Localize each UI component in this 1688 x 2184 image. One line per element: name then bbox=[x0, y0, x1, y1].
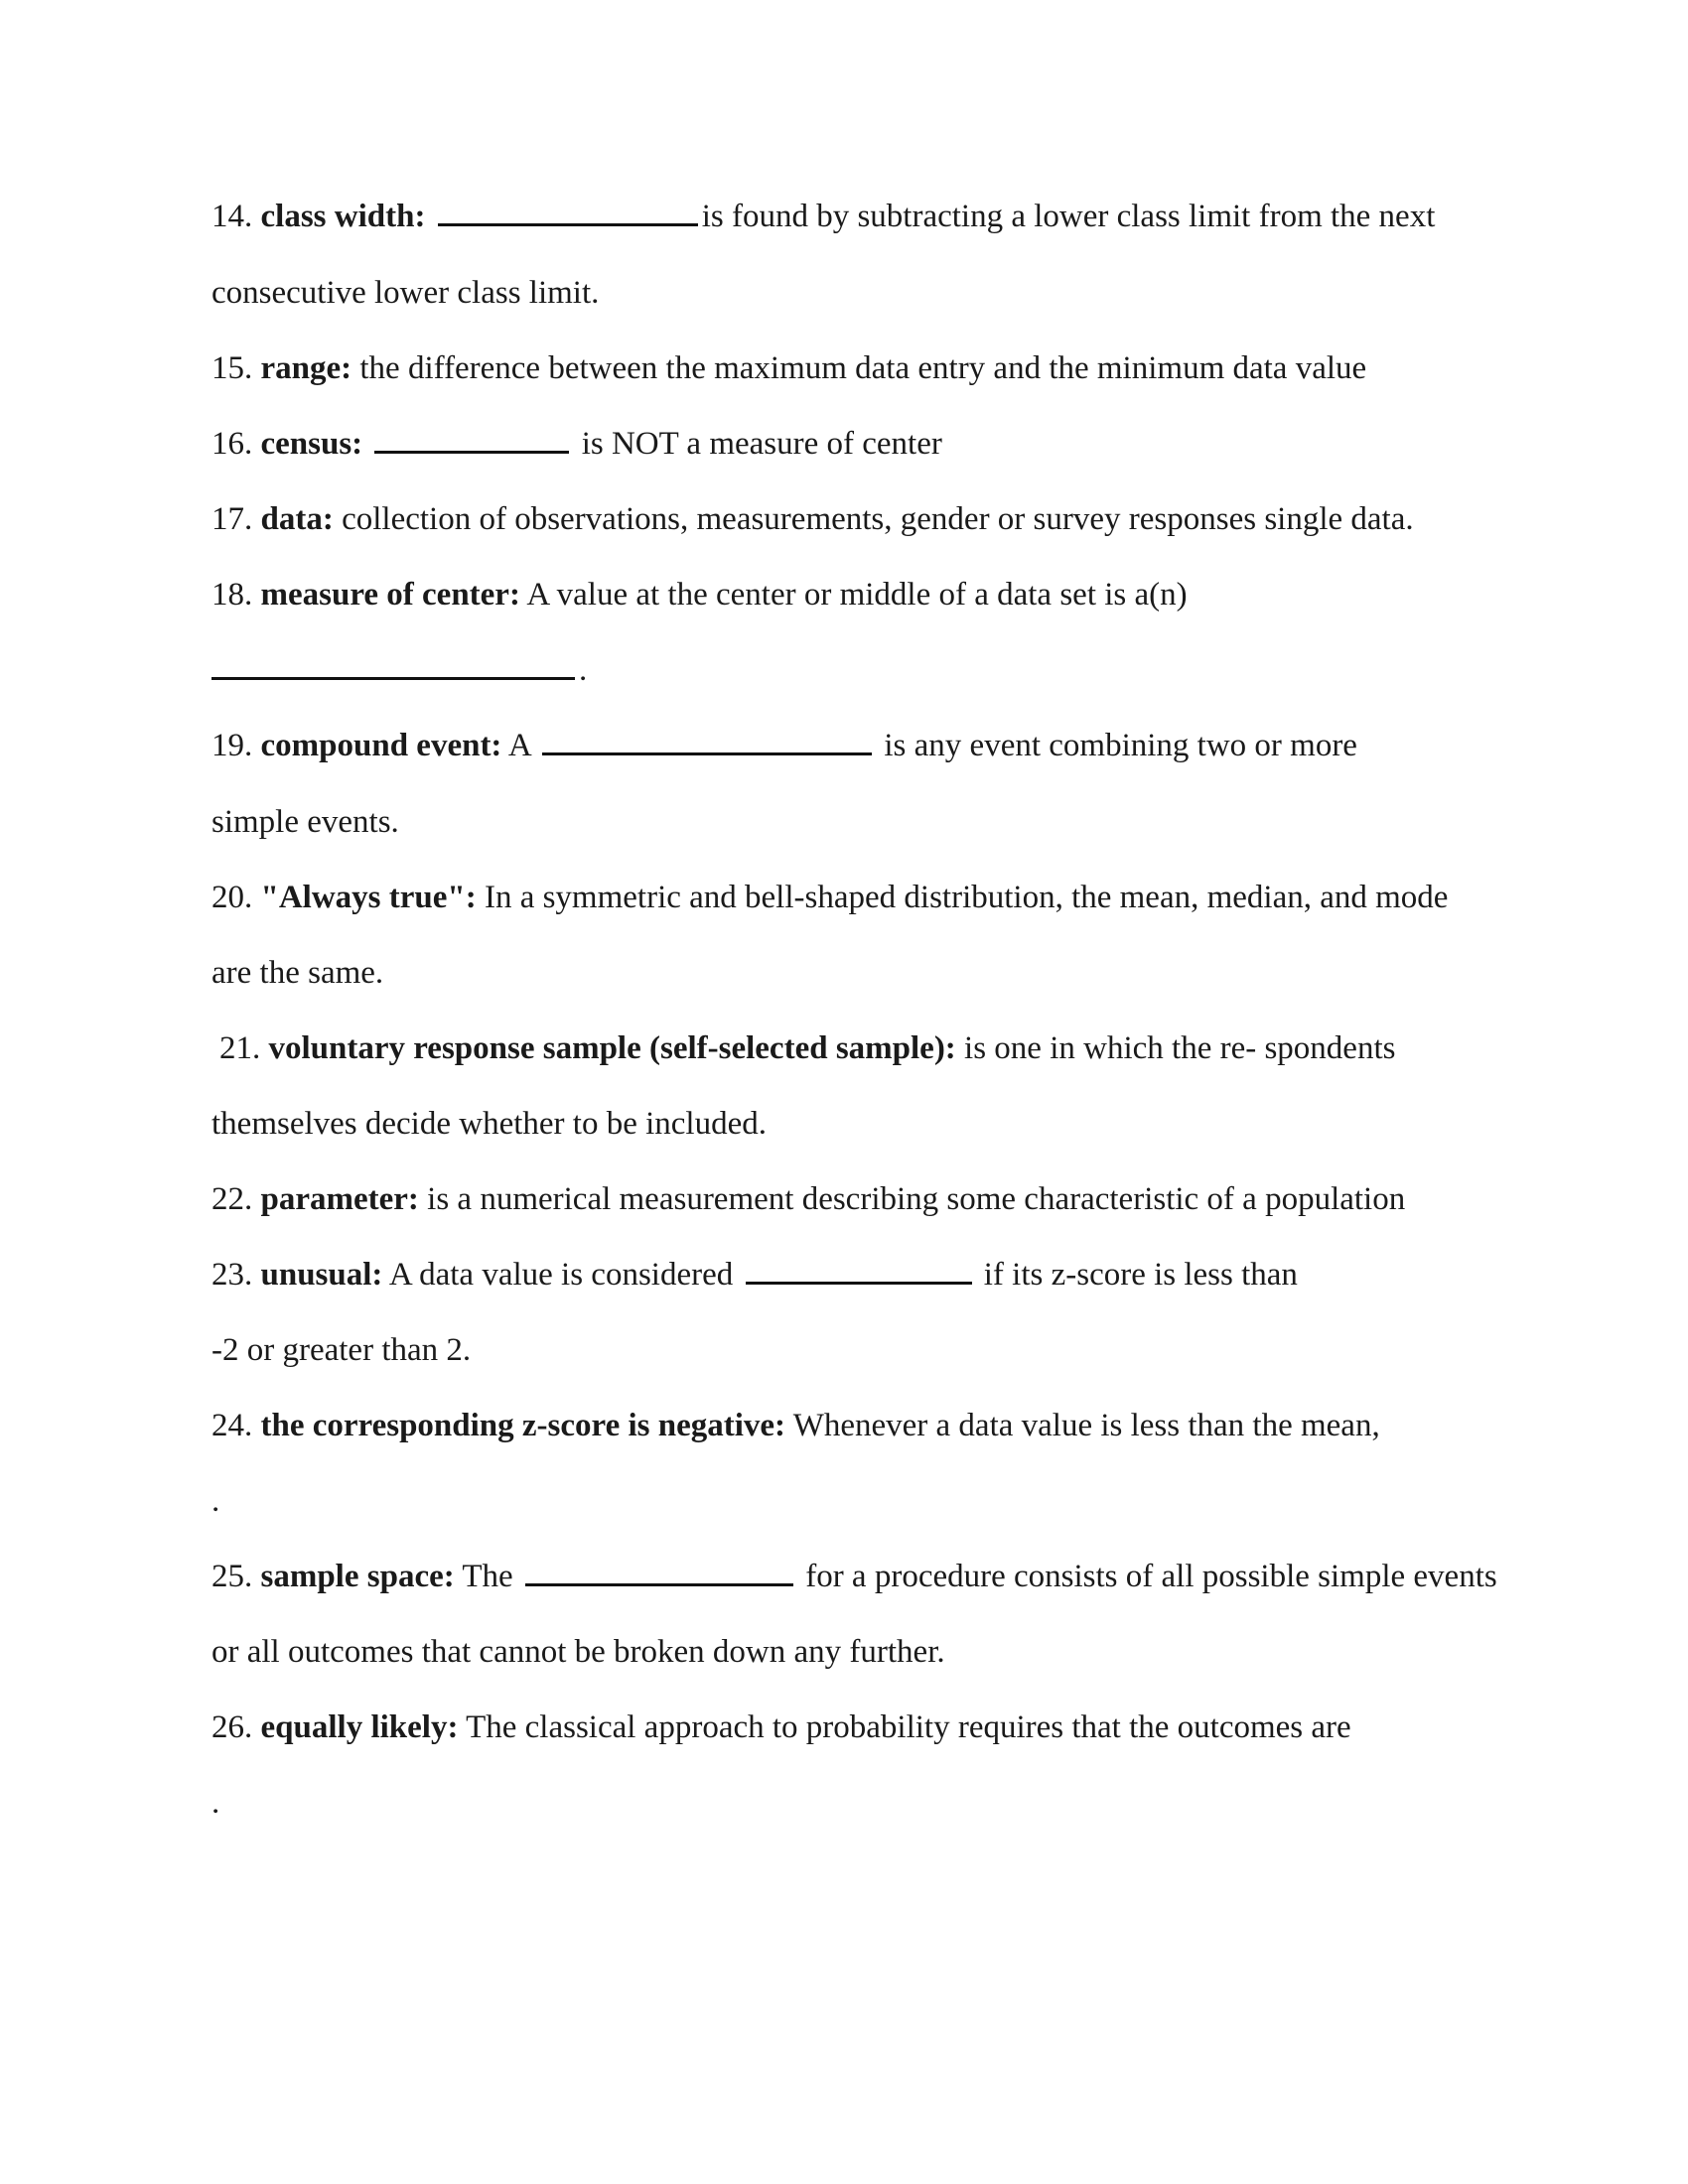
item-14 bbox=[211, 197, 1435, 236]
item-26 bbox=[211, 1707, 1351, 1747]
item-24 bbox=[211, 1406, 1380, 1445]
item-21-continuation bbox=[211, 1104, 767, 1144]
item-text: A bbox=[507, 728, 530, 763]
item-20 bbox=[211, 878, 1448, 917]
item-number: 16. bbox=[211, 426, 253, 462]
item-text: themselves decide whether to be included. bbox=[211, 1106, 767, 1142]
item-text: is NOT a measure of center bbox=[581, 426, 942, 462]
item-26-continuation bbox=[211, 1783, 219, 1823]
item-term: sample space: bbox=[260, 1559, 455, 1594]
item-term: the corresponding z-score is negative: bbox=[260, 1408, 786, 1443]
item-number: 25. bbox=[211, 1559, 253, 1594]
item-text: collection of observations, measurements, gender or survey responses single data. bbox=[342, 501, 1414, 537]
item-number: 17. bbox=[211, 501, 253, 537]
item-term: voluntary response sample (self-selected sample): bbox=[268, 1030, 956, 1066]
item-text: A value at the center or middle of a data set is a(n) bbox=[526, 577, 1188, 613]
item-17 bbox=[211, 499, 1414, 539]
item-text: is any event combining two or more bbox=[884, 728, 1357, 763]
item-text: are the same. bbox=[211, 955, 384, 991]
item-term: class width: bbox=[260, 199, 426, 234]
item-term: parameter: bbox=[260, 1181, 419, 1217]
item-number: 22. bbox=[211, 1181, 253, 1217]
item-text: Whenever a data value is less than the mean, bbox=[792, 1408, 1380, 1443]
item-19-continuation bbox=[211, 802, 399, 842]
item-term: equally likely: bbox=[260, 1709, 459, 1745]
item-text: The classical approach to probability requires that the outcomes are bbox=[466, 1709, 1351, 1745]
item-term: measure of center: bbox=[260, 577, 520, 613]
item-number: 26. bbox=[211, 1709, 253, 1745]
item-number: 18. bbox=[211, 577, 253, 613]
item-term: data: bbox=[260, 501, 334, 537]
item-term: compound event: bbox=[260, 728, 502, 763]
item-text: or all outcomes that cannot be broken down any further. bbox=[211, 1634, 945, 1670]
item-text: the difference between the maximum data entry and the minimum data value bbox=[359, 350, 1367, 386]
item-text: for a procedure consists of all possible simple events bbox=[805, 1559, 1497, 1594]
item-16 bbox=[211, 424, 942, 464]
item-24-continuation bbox=[211, 1481, 219, 1521]
item-23 bbox=[211, 1255, 1298, 1295]
item-number: 23. bbox=[211, 1257, 253, 1293]
item-25 bbox=[211, 1557, 1497, 1596]
item-text: consecutive lower class limit. bbox=[211, 275, 600, 311]
answer-blank[interactable] bbox=[746, 1256, 972, 1285]
item-text: In a symmetric and bell-shaped distribution, the mean, median, and mode bbox=[484, 880, 1449, 915]
item-22 bbox=[211, 1179, 1405, 1219]
item-21 bbox=[219, 1028, 1395, 1068]
answer-blank[interactable] bbox=[525, 1558, 793, 1586]
item-number: 24. bbox=[211, 1408, 253, 1443]
item-text: The bbox=[462, 1559, 513, 1594]
item-number: 21. bbox=[219, 1030, 261, 1066]
answer-blank[interactable] bbox=[374, 425, 569, 454]
item-term: census: bbox=[260, 426, 363, 462]
item-18 bbox=[211, 575, 1188, 614]
item-text: . bbox=[579, 652, 588, 688]
item-number: 15. bbox=[211, 350, 253, 386]
item-number: 20. bbox=[211, 880, 253, 915]
answer-blank[interactable] bbox=[211, 651, 575, 680]
item-15 bbox=[211, 348, 1366, 388]
item-text: . bbox=[211, 1483, 220, 1519]
item-19 bbox=[211, 726, 1357, 765]
item-text: is found by subtracting a lower class limit from the next bbox=[701, 199, 1436, 234]
item-number: 14. bbox=[211, 199, 253, 234]
answer-blank[interactable] bbox=[542, 727, 872, 755]
item-text: A data value is considered bbox=[388, 1257, 734, 1293]
item-14-continuation bbox=[211, 273, 599, 313]
answer-blank[interactable] bbox=[438, 198, 698, 226]
item-text: simple events. bbox=[211, 804, 399, 840]
item-23-continuation bbox=[211, 1330, 471, 1370]
item-text: is a numerical measurement describing some characteristic of a population bbox=[427, 1181, 1406, 1217]
item-term: range: bbox=[260, 350, 352, 386]
item-term: unusual: bbox=[260, 1257, 383, 1293]
item-text: -2 or greater than 2. bbox=[211, 1332, 472, 1368]
item-text: is one in which the re- spondents bbox=[964, 1030, 1396, 1066]
item-18-continuation bbox=[211, 650, 587, 690]
item-term: "Always true": bbox=[260, 880, 477, 915]
item-number: 19. bbox=[211, 728, 253, 763]
item-25-continuation bbox=[211, 1632, 945, 1672]
item-text: . bbox=[211, 1785, 220, 1821]
item-20-continuation bbox=[211, 953, 383, 993]
item-text: if its z-score is less than bbox=[983, 1257, 1298, 1293]
